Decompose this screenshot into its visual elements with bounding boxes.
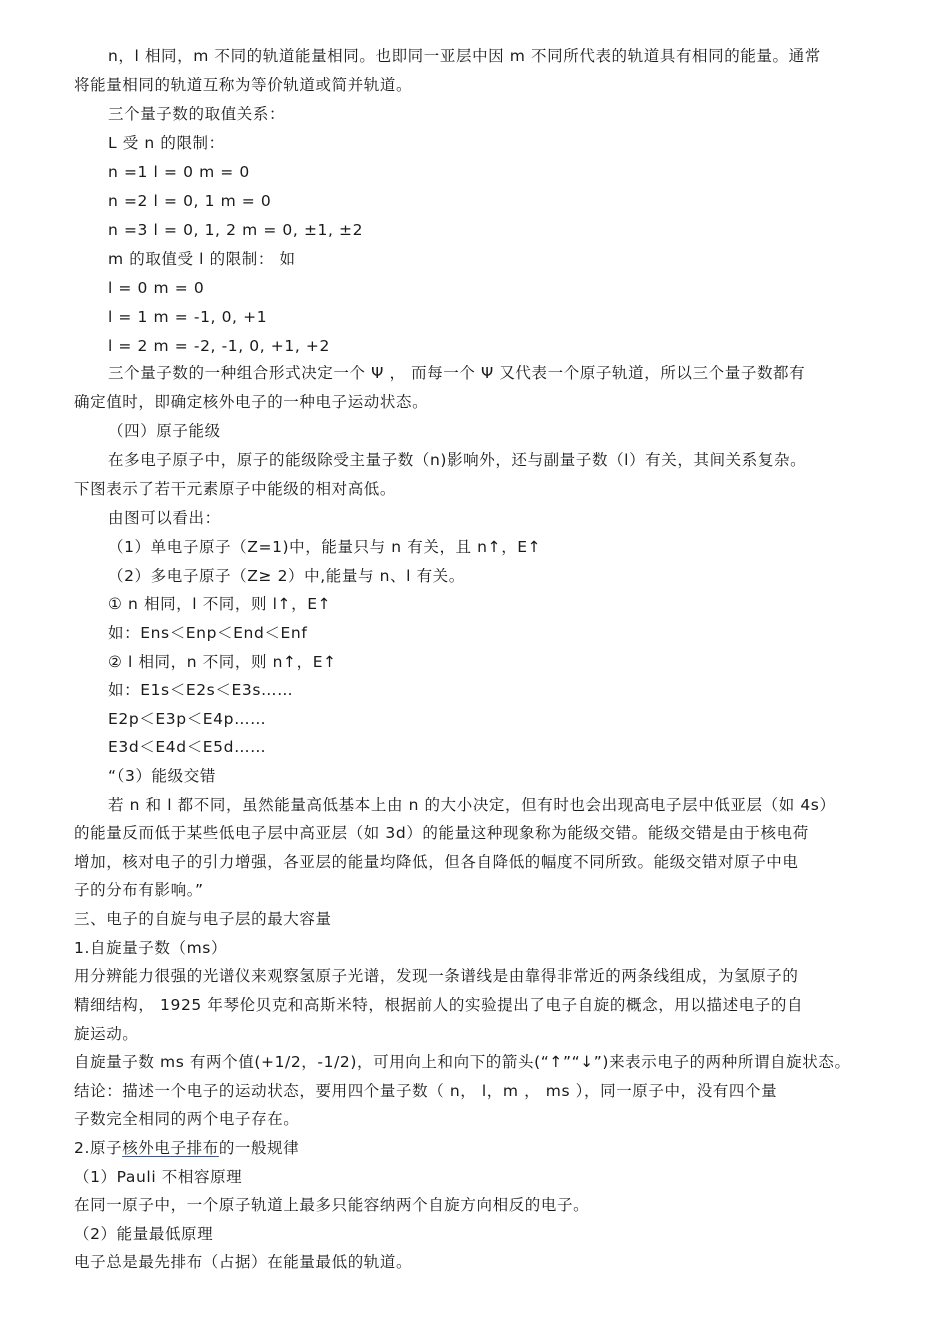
text-line: n =1 l = 0 m = 0 [108, 163, 250, 181]
text-line: 精细结构， 1925 年琴伦贝克和高斯米特，根据前人的实验提出了电子自旋的概念，用以描述电子的自 [74, 996, 804, 1014]
text-line: n，l 相同，m 不同的轨道能量相同。也即同一亚层中因 m 不同所代表的轨道具有相同的能量。通常 [108, 47, 821, 65]
text-line: （2）多电子原子（Z≥ 2）中,能量与 n、l 有关。 [108, 567, 465, 585]
text-line: l = 0 m = 0 [108, 279, 205, 297]
section-heading: 三、电子的自旋与电子层的最大容量 [74, 910, 332, 928]
text-line: （1）单电子原子（Z=1)中，能量只与 n 有关，且 n↑，E↑ [108, 538, 542, 556]
text-line: ① n 相同，l 不同，则 l↑，E↑ [108, 595, 332, 613]
text-line: 自旋量子数 ms 有两个值(+1/2，-1/2)，可用向上和向下的箭头(“↑”“↓”)来表示电子的两种所谓自旋状态。 [74, 1053, 851, 1071]
text-line: ② l 相同，n 不同，则 n↑，E↑ [108, 653, 337, 671]
text-line: E2p＜E3p＜E4p…… [108, 710, 267, 728]
text-line: 的能量反而低于某些低电子层中高亚层（如 3d）的能量这种现象称为能级交错。能级交错是由于核电荷 [74, 824, 809, 842]
text-line: 旋运动。 [74, 1025, 139, 1043]
heading-prefix: 2.原子 [74, 1139, 123, 1157]
subsection-heading: 1.自旋量子数（ms） [74, 939, 228, 957]
text-line: 三个量子数的取值关系： [108, 105, 286, 123]
text-line: 如：Ens＜Enp＜End＜Enf [108, 624, 308, 642]
text-line: 在同一原子中，一个原子轨道上最多只能容纳两个自旋方向相反的电子。 [74, 1196, 590, 1214]
text-line: 如：E1s＜E2s＜E3s…… [108, 681, 294, 699]
text-line: E3d＜E4d＜E5d…… [108, 738, 267, 756]
section-heading: “（3）能级交错 [108, 767, 216, 785]
text-line: 子的分布有影响。” [74, 881, 204, 899]
text-line: 电子总是最先排布（占据）在能量最低的轨道。 [74, 1253, 413, 1271]
text-line: 用分辨能力很强的光谱仪来观察氢原子光谱，发现一条谱线是由靠得非常近的两条线组成，为氢原子的 [74, 967, 799, 985]
text-line: 确定值时，即确定核外电子的一种电子运动状态。 [74, 393, 429, 411]
section-heading: （四）原子能级 [108, 422, 221, 440]
text-line: 若 n 和 l 都不同，虽然能量高低基本上由 n 的大小决定，但有时也会出现高电子层中低亚层（如 4s） [108, 796, 836, 814]
text-line: n =3 l = 0, 1, 2 m = 0, ±1, ±2 [108, 221, 364, 239]
text-line: 子数完全相同的两个电子存在。 [74, 1110, 300, 1128]
text-line: 三个量子数的一种组合形式决定一个 Ψ ， 而每一个 Ψ 又代表一个原子轨道，所以三个量子数都有 [108, 364, 806, 382]
heading-suffix: 的一般规律 [218, 1139, 300, 1157]
text-line: L 受 n 的限制： [108, 134, 225, 152]
text-line: l = 2 m = -2, -1, 0, +1, +2 [108, 337, 330, 355]
text-line: 增加，核对电子的引力增强，各亚层的能量均降低，但各自降低的幅度不同所致。能级交错对原子中电 [74, 853, 799, 871]
text-line: 在多电子原子中，原子的能级除受主量子数（n)影响外，还与副量子数（l）有关，其间关系复杂。 [108, 451, 807, 469]
text-line: 结论：描述一个电子的运动状态，要用四个量子数（ n， l，m ， ms ），同一原子中，没有四个量 [74, 1082, 778, 1100]
text-line: n =2 l = 0, 1 m = 0 [108, 192, 272, 210]
text-line: （1）Pauli 不相容原理 [74, 1168, 243, 1186]
electron-configuration-link[interactable]: 核外电子排布 [122, 1139, 219, 1157]
text-line: 由图可以看出： [108, 509, 221, 527]
text-line: m 的取值受 l 的限制： 如 [108, 250, 296, 268]
text-line: 下图表示了若干元素原子中能级的相对高低。 [74, 480, 397, 498]
subsection-heading [74, 1138, 299, 1158]
text-line: 将能量相同的轨道互称为等价轨道或简并轨道。 [74, 76, 413, 94]
text-line: l = 1 m = -1, 0, +1 [108, 308, 268, 326]
text-line: （2）能量最低原理 [74, 1225, 214, 1243]
